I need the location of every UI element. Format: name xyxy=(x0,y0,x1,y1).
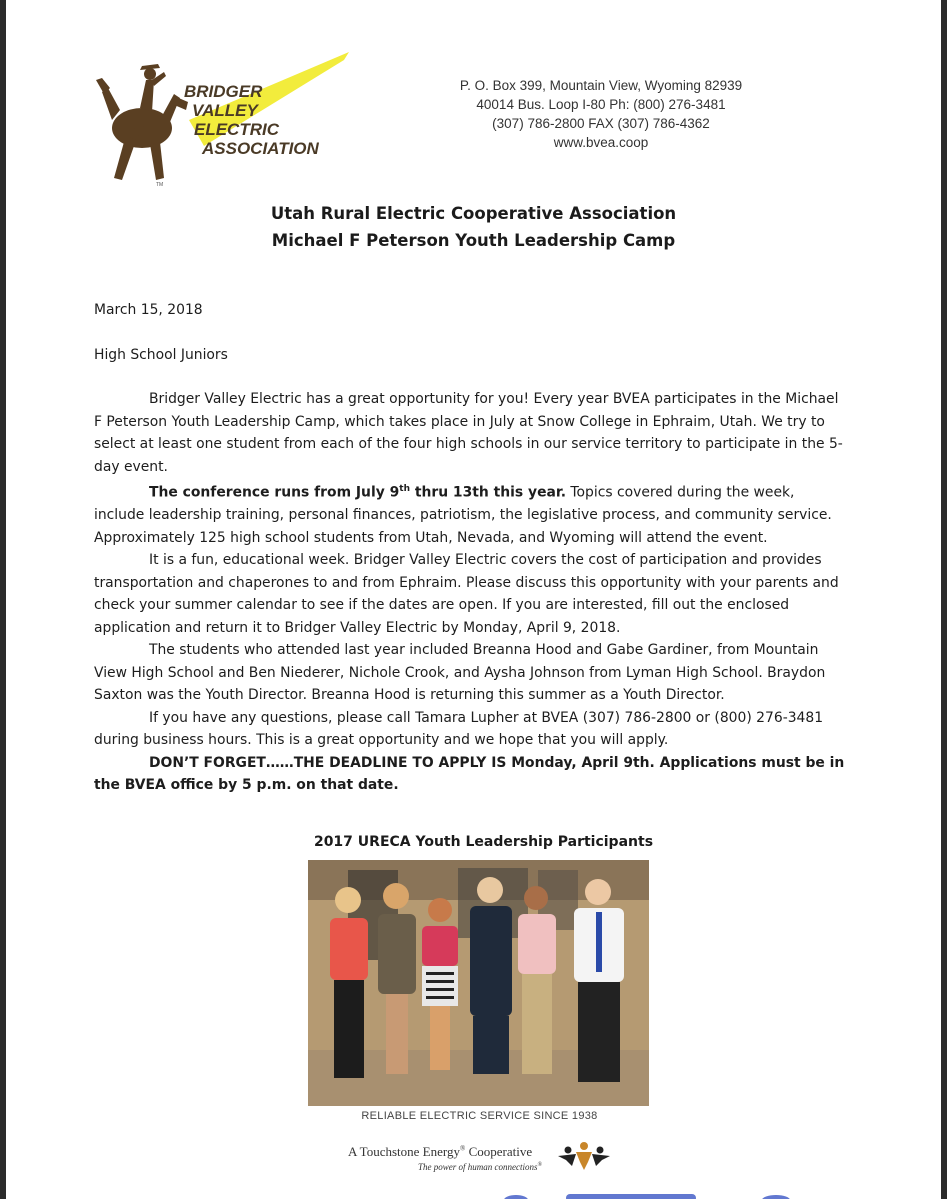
paragraph-2 xyxy=(94,478,849,549)
org-name-line1: BRIDGER xyxy=(184,82,263,101)
trademark-mark: TM xyxy=(156,182,164,188)
group-photo xyxy=(308,860,649,1106)
photo-caption: 2017 URECA Youth Leadership Participants xyxy=(313,834,654,850)
service-slogan: RELIABLE ELECTRIC SERVICE SINCE 1938 xyxy=(361,1110,598,1122)
bottom-edge-graphic xyxy=(476,1186,806,1199)
heading-line2: Michael F Peterson Youth Leadership Camp xyxy=(271,231,676,250)
letterhead-address xyxy=(426,76,776,152)
registered-mark: ® xyxy=(537,1162,543,1168)
touchstone-tagline xyxy=(418,1162,542,1172)
org-name-line2: VALLEY xyxy=(192,101,258,120)
conference-dates-a: The conference runs from July 9 xyxy=(149,484,400,501)
salutation: High School Juniors xyxy=(94,347,228,363)
person-figure xyxy=(574,879,624,1082)
bucking-horse-icon xyxy=(96,64,188,180)
touchstone-tagline-text: The power of human connections xyxy=(418,1162,538,1172)
registered-mark: ® xyxy=(460,1144,466,1153)
org-name-line4: ASSOCIATION xyxy=(202,139,319,158)
heading-line1: Utah Rural Electric Cooperative Association xyxy=(270,204,677,223)
org-name-line3: ELECTRIC xyxy=(194,120,279,139)
website-line: www.bvea.coop xyxy=(553,135,649,150)
paragraph-3: It is a fun, educational week. Bridger Valley Electric covers the cost of participation and provides transportation and chaperones to and from Ephraim. Please discuss this opportunity with your parents and check your summer calendar to see if the dates are open. If you are interested, fill out the enclosed application and return it to Bridger Valley Electric by Monday, April 9, 2018. xyxy=(94,552,839,636)
address-line: 40014 Bus. Loop I-80 Ph: (800) 276-3481 xyxy=(476,97,726,112)
person-figure xyxy=(518,886,556,1074)
paragraph-2-text: Topics covered during the week, include leadership training, personal finances, patriotism, the legislative process, and community service. Approximately 125 high school students from Utah, Nevada, and Wyoming will attend the event. xyxy=(94,484,832,546)
address-line: (307) 786-2800 FAX (307) 786-4362 xyxy=(492,116,710,131)
conference-dates-sup: th xyxy=(399,484,410,494)
letter-page xyxy=(6,0,941,1199)
address-line: P. O. Box 399, Mountain View, Wyoming 82939 xyxy=(459,78,743,93)
touchstone-people-icon xyxy=(554,1136,614,1172)
paragraph-5: If you have any questions, please call Tamara Lupher at BVEA (307) 786-2800 or (800) 276-3481 during business hours. This is a great opportunity and we hope that you will apply. xyxy=(94,709,824,749)
touchstone-energy-logo xyxy=(348,1144,542,1172)
deadline-paragraph: DON’T FORGET……THE DEADLINE TO APPLY IS Monday, April 9th. Applications must be in the BVEA office by 5 p.m. on that date. xyxy=(94,754,845,794)
paragraph-1: Bridger Valley Electric has a great opportunity for you! Every year BVEA participates in the Michael F Peterson Youth Leadership Camp, which takes place in July at Snow College in Ephraim, Utah. We try to select at least one student from each of the four high schools in our service territory to participate in the 5-day event. xyxy=(94,391,843,475)
paragraph-4: The students who attended last year included Breanna Hood and Gabe Gardiner, from Mountain View High School and Ben Niederer, Nichole Crook, and Aysha Johnson from Lyman High School. Braydon Saxton was the Youth Director. Breanna Hood is returning this summer as a Youth Director. xyxy=(94,642,826,704)
touchstone-text-b: Cooperative xyxy=(465,1144,533,1159)
person-figure xyxy=(470,877,512,1074)
conference-dates-b: thru 13th this year. xyxy=(409,484,567,501)
touchstone-text-a: A Touchstone Energy xyxy=(348,1144,460,1159)
org-name xyxy=(184,82,319,158)
letter-date: March 15, 2018 xyxy=(94,302,203,318)
letter-body xyxy=(94,388,849,797)
